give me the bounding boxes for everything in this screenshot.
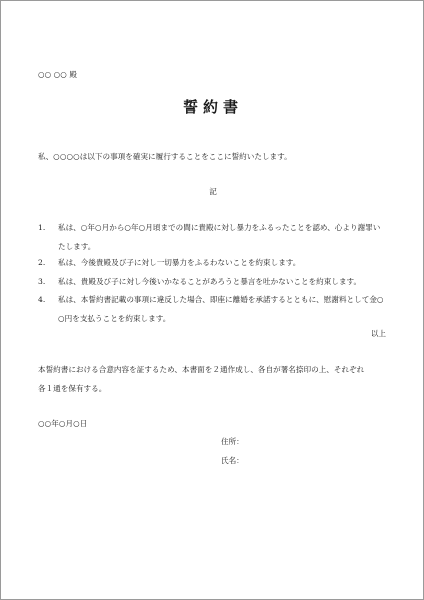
name-label: 氏名：: [221, 456, 244, 465]
document-title: 誓約書: [182, 98, 243, 116]
item-text: 私は、今後貴殿及び子に対し一切暴力をふるわないことを約束します。: [58, 258, 301, 267]
item-text: 私は、本誓約書記載の事項に違反した場合、即座に離婚を承諾するとともに、慰謝料として金○: [58, 295, 384, 304]
ki-heading: 記: [209, 187, 217, 196]
item-number: 3.: [38, 277, 46, 286]
closing-paragraph-line-1: 本誓約書における合意内容を証するため、本書面を２通作成し、各自が署名捺印の上、それぞれ: [38, 365, 365, 374]
item-text-continued: たします。: [58, 242, 96, 251]
ijo-closing-mark: 以上: [370, 329, 386, 338]
document-date: ○○年○月○日: [38, 419, 88, 428]
item-text: 私は、○年○月から○年○月頃までの間に貴殿に対し暴力をふるったことを認め、心より謝罪い: [58, 223, 381, 232]
item-number: 2.: [38, 258, 46, 267]
address-label: 住所：: [221, 437, 244, 446]
addressee: ○○ ○○ 殿: [38, 70, 77, 79]
item-text: 私は、貴殿及び子に対し今後いかなることがあろうと暴言を吐かないことを約束します。: [58, 277, 362, 286]
closing-paragraph-line-2: 各１通を保有する。: [38, 384, 107, 393]
intro-paragraph: 私、○○○○は以下の事項を確実に履行することをここに誓約いたします。: [38, 152, 292, 161]
item-number: 4.: [38, 295, 46, 304]
item-number: 1.: [38, 223, 46, 232]
item-text-continued: ○円を支払うことを約束します。: [58, 314, 171, 323]
